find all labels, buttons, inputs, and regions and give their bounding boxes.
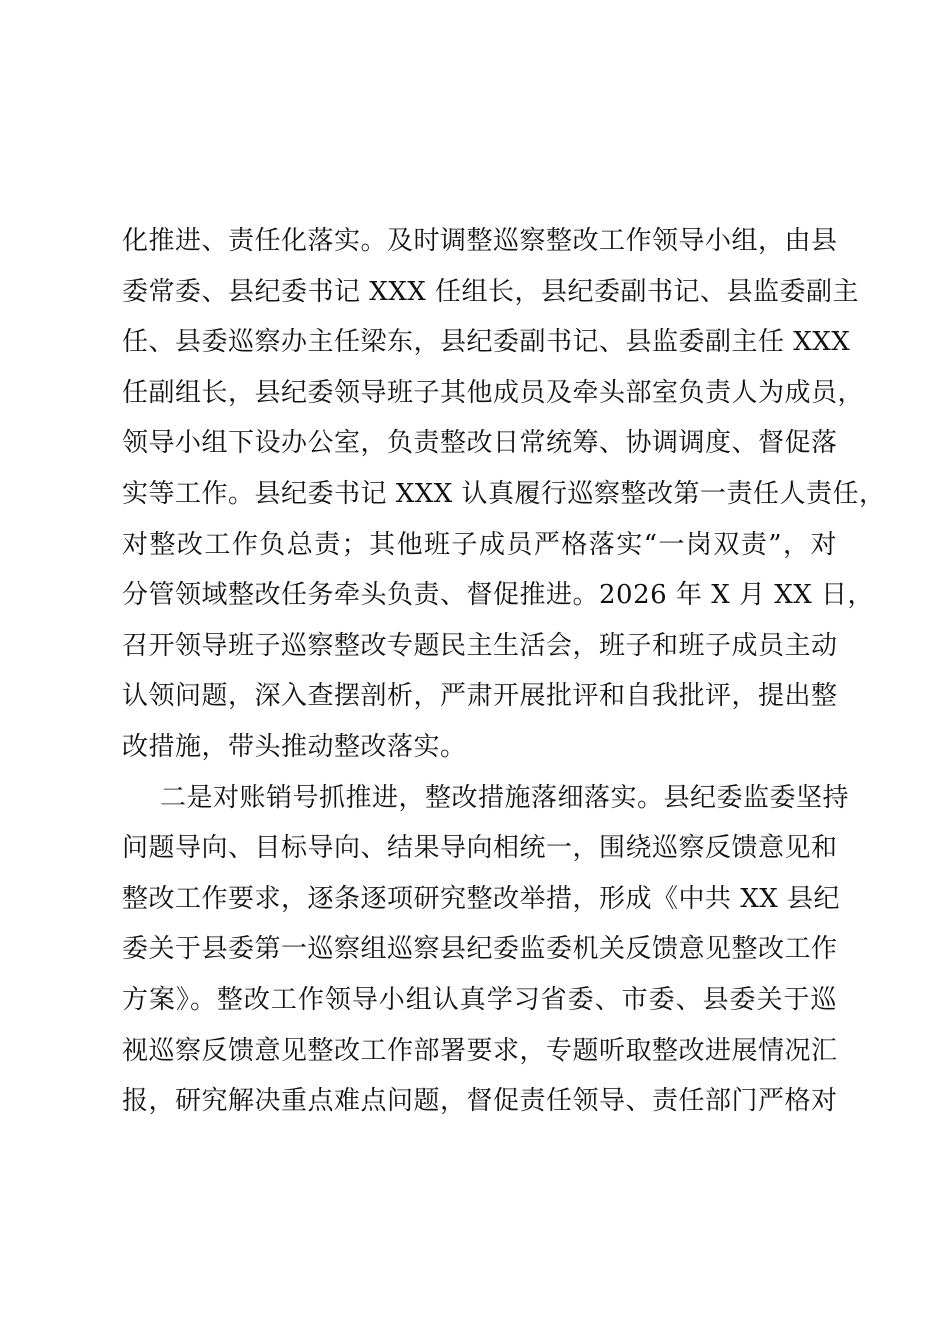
text-line: 视巡察反馈意见整改工作部署要求，专题听取整改进展情况汇: [122, 1035, 838, 1066]
text-line: 化推进、责任化落实。及时调整巡察整改工作领导小组，由县: [122, 226, 838, 256]
text-line: 认领问题，深入查摆剖析，严肃开展批评和自我批评，提出整: [122, 681, 838, 712]
text-line: 报，研究解决重点难点问题，督促责任领导、责任部门严格对: [122, 1086, 838, 1117]
text-line: 召开领导班子巡察整改专题民主生活会，班子和班子成员主动: [122, 630, 838, 661]
text-line: 二是对账销号抓推进，整改措施落细落实。县纪委监委坚持: [160, 782, 850, 813]
text-line: 实等工作。县纪委书记 XXX 认真履行巡察整改第一责任人责任，: [122, 478, 886, 509]
text-line: 改措施，带头推动整改落实。: [122, 731, 467, 762]
text-line: 任、县委巡察办主任梁东，县纪委副书记、县监委副主任 XXX: [122, 327, 851, 358]
document-body: [122, 216, 886, 1127]
text-line: 对整改工作负总责；其他班子成员严格落实“一岗双责”，对: [122, 529, 837, 560]
text-line: 任副组长，县纪委领导班子其他成员及牵头部室负责人为成员，: [122, 377, 865, 408]
text-line: 委常委、县纪委书记 XXX 任组长，县纪委副书记、县监委副主: [122, 276, 860, 307]
text-line: 领导小组下设办公室，负责整改日常统筹、协调调度、督促落: [122, 428, 838, 459]
text-line: 委关于县委第一巡察组巡察县纪委监委机关反馈意见整改工作: [122, 934, 838, 965]
text-line: 整改工作要求，逐条逐项研究整改举措，形成《中共 XX 县纪: [122, 883, 841, 914]
text-line: 分管领域整改任务牵头负责、督促推进。2026 年 X 月 XX 日，: [122, 580, 875, 611]
paragraph-rectification-measures: [122, 773, 850, 1127]
paragraph-leadership-group: [122, 216, 886, 773]
text-line: 方案》。整改工作领导小组认真学习省委、市委、县委关于巡: [122, 984, 837, 1015]
text-line: 问题导向、目标导向、结果导向相统一，围绕巡察反馈意见和: [122, 833, 838, 864]
